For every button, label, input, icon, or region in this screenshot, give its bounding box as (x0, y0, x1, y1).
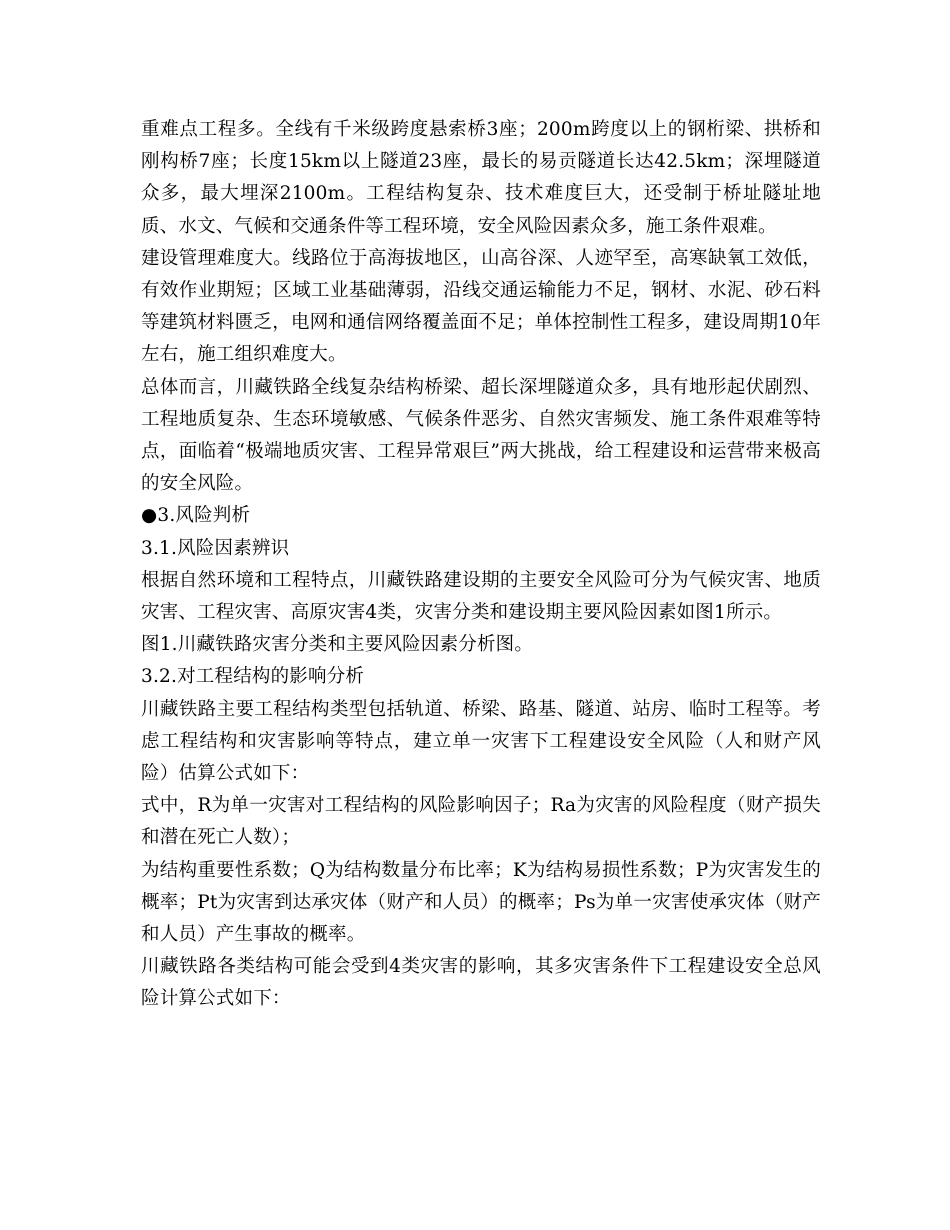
paragraph-construction-management: 建设管理难度大。线路位于高海拔地区，山高谷深、人迹罕至，高寒缺氧工效低，有效作业期短；区域工业基础薄弱，沿线交通运输能力不足，钢材、水泥、砂石料等建筑材料匮乏，电网和通信网络覆盖面不足；单体控制性工程多，建设周期10年左右，施工组织难度大。 (141, 247, 821, 366)
subsection-heading-structure-impact: 3.2.对工程结构的影响分析 (141, 666, 365, 688)
paragraph-total-risk-formula: 川藏铁路各类结构可能会受到4类灾害的影响，其多灾害条件下工程建设安全总风险计算公式如下： (141, 956, 821, 1010)
paragraph-formula-definitions: 式中，R为单一灾害对工程结构的风险影响因子；Ra为灾害的风险程度（财产损失和潜在死亡人数）； (141, 795, 821, 849)
paragraph-coefficient-definitions: 为结构重要性系数；Q为结构数量分布比率；K为结构易损性系数；P为灾害发生的概率；Pt为灾害到达承灾体（财产和人员）的概率；Ps为单一灾害使承灾体（财产和人员）产生事故的概率。 (141, 859, 821, 946)
figure-caption: 图1.川藏铁路灾害分类和主要风险因素分析图。 (141, 634, 534, 656)
paragraph-structure-types: 川藏铁路主要工程结构类型包括轨道、桥梁、路基、隧道、站房、临时工程等。考虑工程结构和灾害影响等特点，建立单一灾害下工程建设安全风险（人和财产风险）估算公式如下： (141, 698, 821, 785)
paragraph-risk-categories: 根据自然环境和工程特点，川藏铁路建设期的主要安全风险可分为气候灾害、地质灾害、工程灾害、高原灾害4类，灾害分类和建设期主要风险因素如图1所示。 (141, 569, 821, 624)
paragraph-key-difficult-projects: 重难点工程多。全线有千米级跨度悬索桥3座；200m跨度以上的钢桁梁、拱桥和刚构桥7座；长度15km以上隧道23座，最长的易贡隧道长达42.5km；深埋隧道众多，最大埋深2100m。工程结构复杂、技术难度巨大，还受制于桥址隧址地质、水文、气候和交通条件等工程环境，安全风险因素众多，施工条件艰难。 (141, 119, 821, 237)
document-page (141, 114, 821, 1016)
subsection-heading-risk-identification: 3.1.风险因素辨识 (141, 537, 290, 559)
section-heading-risk-analysis: ●3.风险判析 (141, 505, 251, 527)
paragraph-overall-summary: 总体而言，川藏铁路全线复杂结构桥梁、超长深埋隧道众多，具有地形起伏剧烈、工程地质复杂、生态环境敏感、气候条件恶劣、自然灾害频发、施工条件艰难等特点，面临着“极端地质灾害、工程异常艰巨”两大挑战，给工程建设和运营带来极高的安全风险。 (141, 376, 821, 495)
